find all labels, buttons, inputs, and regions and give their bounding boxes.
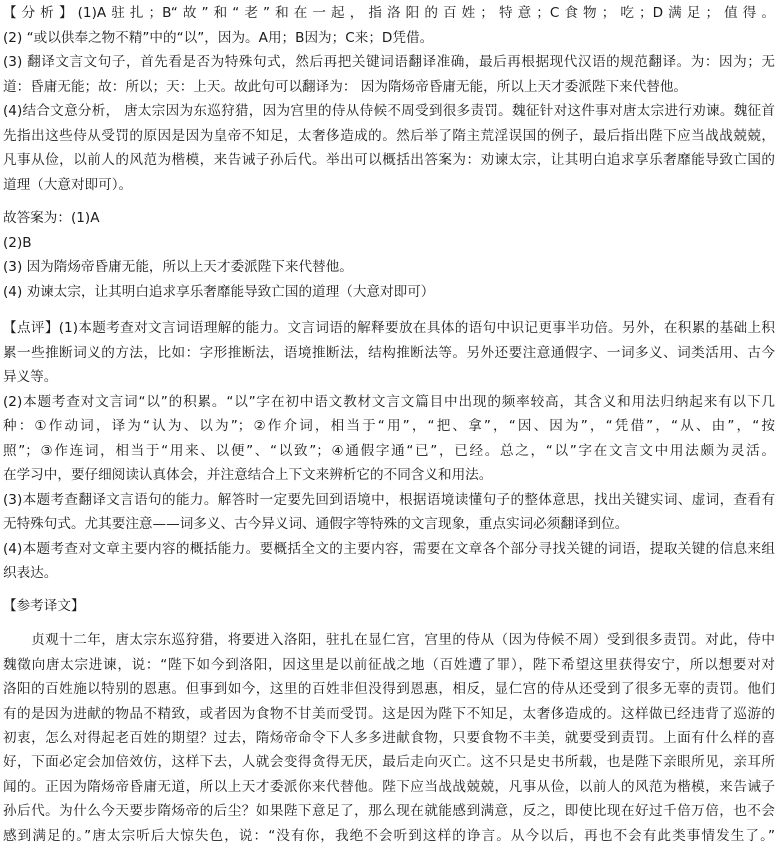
translation-line: 感到满足的。”唐太宗听后大惊失色，说：“没有你，我绝不会听到这样的诤言。从今以后，再也不会有此类事情发生了。” xyxy=(3,827,775,844)
analysis-line: 道理（大意对即可）。 xyxy=(3,176,133,193)
comment-line: (4)本题考查对文章主要内容的概括能力。要概括全文的主要内容，需要在文章各个部分寻找关键的词语，提取关键的信息来组 xyxy=(3,540,775,557)
translation-line: 贞观十二年，唐太宗东巡狩猎，将要进入洛阳，驻扎在显仁宫，宫里的侍从（因为侍候不周）受到很多责罚。对此，侍中 xyxy=(3,632,775,649)
answers-section xyxy=(3,206,775,304)
answer-line: (2)B xyxy=(3,234,32,251)
comment-line: 照”；③作连词，相当于“用来、以便”、“以致”；④通假字通“已”，已经。总之，“以”字在文言文中用法颇为灵活。 xyxy=(3,442,775,459)
translation-heading: 【参考译文】 xyxy=(3,598,85,614)
analysis-section xyxy=(3,1,775,197)
translation-section xyxy=(3,594,775,848)
comment-line: 织表达。 xyxy=(3,565,58,581)
translation-line: 闻的。正因为隋炀帝昏庸无道，所以上天才委派你来代替他。陛下应当战战兢兢，凡事从俭，以前人的风范为楷模，来告诫子 xyxy=(3,778,775,795)
translation-line: 洛阳的百姓施以特别的恩惠。但事到如今，这里的百姓非但没得到恩惠，相反，显仁宫的侍从还受到了很多无辜的责罚。他们 xyxy=(3,681,775,698)
analysis-line: (4)结合文意分析， 唐太宗因为东巡狩猎，因为宫里的侍从侍候不周受到很多责罚。魏征针对这件事对唐太宗进行劝谏。魏征首 xyxy=(3,103,775,119)
translation-line: 初衷，怎么对得起老百姓的期望？过去，隋炀帝命令下人多多进献食物，只要食物不丰美，就要受到责罚。上面有什么样的喜 xyxy=(3,729,775,746)
translation-spacer xyxy=(3,618,775,628)
comment-line: 异义等。 xyxy=(3,369,58,385)
translation-line: 孙后代。为什么今天要步隋炀帝的后尘？如果陛下意足了，那么现在就能感到满意，反之，即使比现在好过千倍万倍，也不会 xyxy=(3,803,775,820)
translation-line: 有的是因为进献的物品不精致，或者因为食物不甘美而受罚。这是因为陛下不知足，太奢侈造成的。这样做已经违背了巡游的 xyxy=(3,705,775,722)
translation-line: 好，下面必定会加倍效仿，这样下去，人就会变得贪得无厌，最后走向灭亡。这不只是史书所载，也是陛下亲眼所见，亲耳所 xyxy=(3,754,775,771)
answer-line: 故答案为：(1)A xyxy=(3,210,100,226)
analysis-line: (3) 翻译文言文句子，首先看是否为特殊句式，然后再把关键词语翻译准确，最后再根据现代汉语的规范翻译。为：因为；无 xyxy=(3,54,775,70)
comment-line: (3)本题考查翻译文言语句的能力。解答时一定要先回到语境中，根据语境读懂句子的整体意思，找出关键实词、虚词，查看有 xyxy=(3,491,775,508)
analysis-line: 凡事从俭，以前人的风范为楷模，来告诫子孙后代。举出可以概括出答案为：劝谏太宗，让其明白追求享乐奢靡能导致亡国的 xyxy=(3,152,775,168)
answer-line: (4) 劝谏太宗，让其明白追求享乐奢靡能导致亡国的道理（大意对即可） xyxy=(3,283,435,300)
answer-line: (3) 因为隋炀帝昏庸无能，所以上天才委派陛下来代替他。 xyxy=(3,259,353,275)
comment-section xyxy=(3,316,775,586)
comment-line: 【点评】(1)本题考查对文言词语理解的能力。文言词语的解释要放在具体的语句中识记更事半功倍。另外，在积累的基础上积 xyxy=(3,320,775,336)
comment-line: 累一些推断词义的方法，比如：字形推断法，语境推断法，结构推断法等。另外还要注意通假字、一词多义、词类活用、古今 xyxy=(3,344,775,361)
comment-line: 在学习中，要仔细阅读认真体会，并注意结合上下文来辨析它的不同含义和用法。 xyxy=(3,467,493,483)
analysis-line: (2) “或以供奉之物不精”中的“以”，因为。A用；B因为；C来；D凭借。 xyxy=(3,29,434,46)
analysis-line: 【分析】(1)A驻扎；B“故”和“老”和在一起，指洛阳的百姓；特意；C食物；吃；D满足；值得。 xyxy=(3,5,775,21)
analysis-line: 道：昏庸无能；故：所以；天：上天。故此句可以翻译为： 因为隋炀帝昏庸无能，所以上天才委派陛下来代替他。 xyxy=(3,78,688,95)
translation-line: 魏徵向唐太宗进谏，说：“陛下如今到洛阳，因这里是以前征战之地（百姓遭了罪），陛下希望这里获得安宁，所以想要对对 xyxy=(3,656,775,673)
analysis-line: 先指出这些侍从受罚的原因是因为皇帝不知足，太奢侈造成的。然后举了隋主荒淫误国的例子，最后指出陛下应当战战兢兢， xyxy=(3,127,775,144)
comment-line: 种：①作动词，译为“认为、以为”；②作介词，相当于“用”，“把、拿”，“因、因为”，“凭借”，“从、由”，“按 xyxy=(3,418,775,434)
comment-line: 无特殊句式。尤其要注意——词多义、古今异义词、通假字等特殊的文言现象，重点实词必须翻译到位。 xyxy=(3,516,629,532)
comment-line: (2)本题考查对文言词“以”的积累。“以”字在初中语文教材文言文篇目中出现的频率较高，其含义和用法归纳起来有以下几 xyxy=(3,393,775,410)
